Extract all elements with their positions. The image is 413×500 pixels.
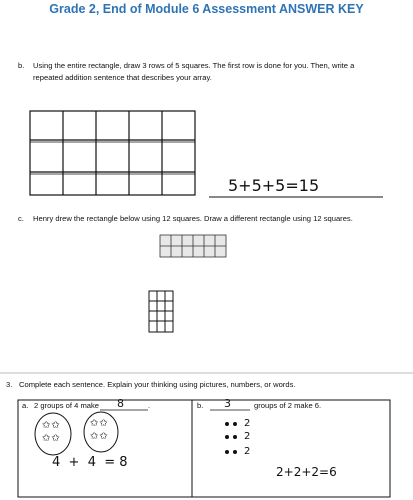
dot-label: 2 <box>244 418 251 429</box>
q3a-equation: 4 + 4 = 8 <box>52 455 128 470</box>
part-b-letter: b. <box>18 61 25 70</box>
part-b-line1: Using the entire rectangle, draw 3 rows of 5 squares. The first row is done for you. Then, write a <box>33 61 355 70</box>
answer-rectangle-c <box>149 291 173 332</box>
star-icon: ✩✩ <box>90 431 109 442</box>
q3-text: Complete each sentence. Explain your thinking using pictures, numbers, or words. <box>19 380 296 389</box>
q3b-suffix: groups of 2 make 6. <box>254 401 322 410</box>
q3b-equation: 2+2+2=6 <box>276 465 337 479</box>
dot-label: 2 <box>244 446 251 457</box>
dot-label: 2 <box>244 431 251 442</box>
q3b-letter: b. <box>197 401 204 410</box>
q3a-letter: a. <box>22 401 29 410</box>
page-title: Grade 2, End of Module 6 Assessment ANSWER KEY <box>49 2 364 16</box>
part-b-line2: repeated addition sentence that describes your array. <box>33 73 212 82</box>
q3b-answer: 3 <box>224 397 231 410</box>
part-b-answer: 5+5+5=15 <box>228 176 320 195</box>
star-icon: ✩✩ <box>42 420 61 431</box>
q3a-prefix: 2 groups of 4 make <box>34 401 100 410</box>
star-group-1 <box>42 419 61 445</box>
q3a-answer: 8 <box>117 397 124 410</box>
star-icon: ✩✩ <box>42 433 61 444</box>
star-icon: ✩✩ <box>90 418 109 429</box>
array-grid-b <box>30 111 195 195</box>
part-c-text: Henry drew the rectangle below using 12 squares. Draw a different rectangle using 12 squares. <box>33 214 353 223</box>
q3a-suffix: . <box>148 401 151 410</box>
q3-number: 3. <box>6 380 13 389</box>
dot-array <box>225 422 237 454</box>
part-c-letter: c. <box>18 214 24 223</box>
q3-table <box>18 400 390 497</box>
star-group-2 <box>90 417 109 443</box>
